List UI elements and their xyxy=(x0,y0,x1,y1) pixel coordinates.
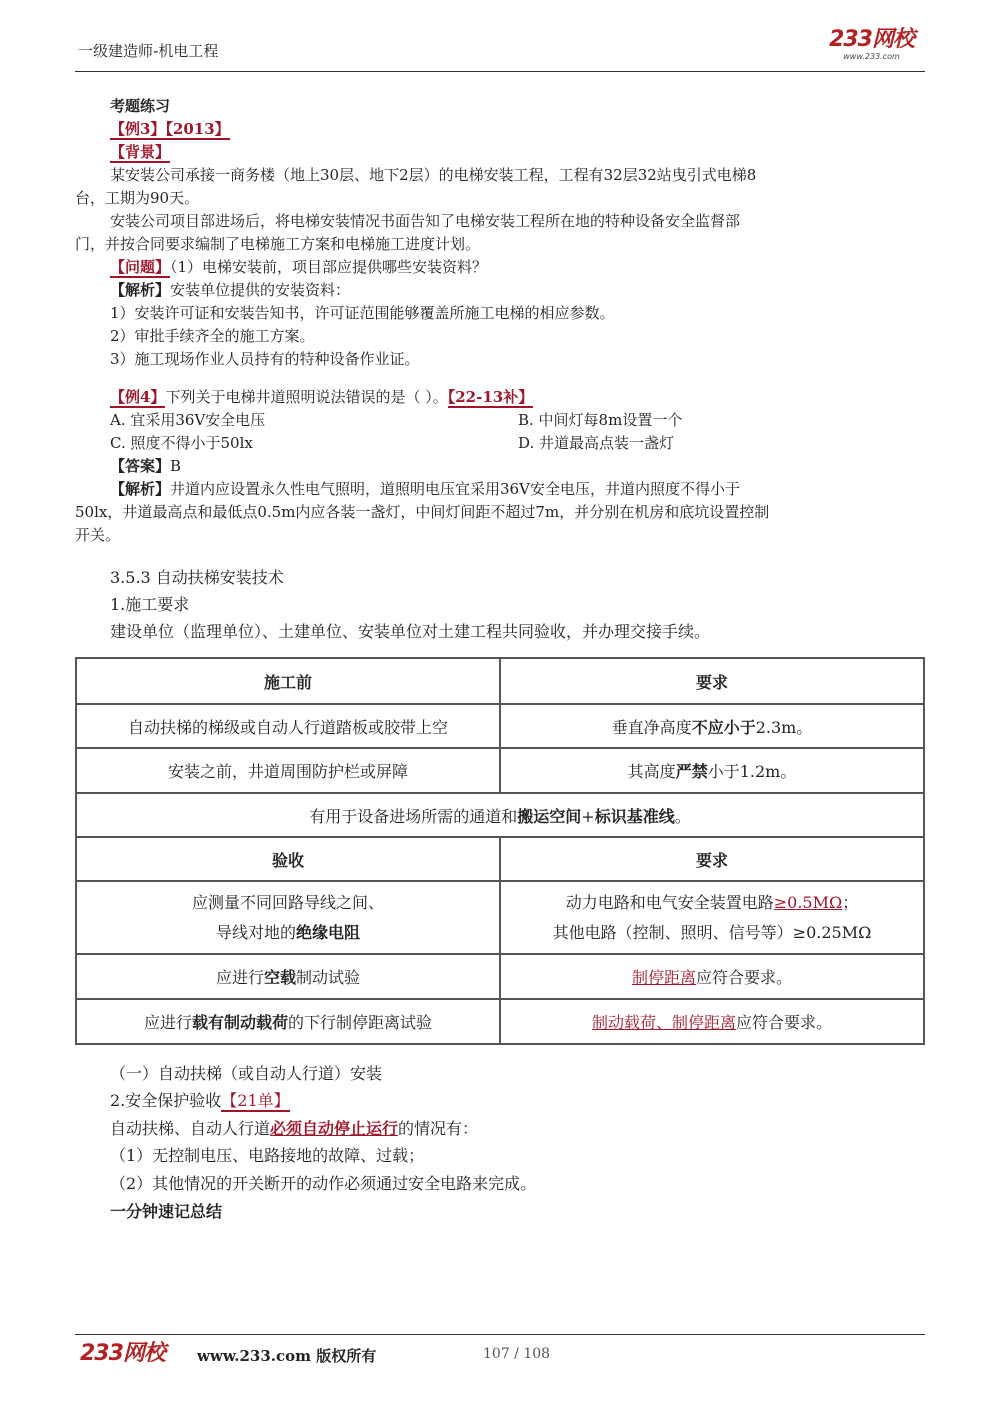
analysis-line: 【解析】安装单位提供的安装资料： xyxy=(110,281,351,299)
table-row xyxy=(76,954,924,999)
table-cell: 动力电路和电气安全装置电路≥0.5MΩ； 其他电路（控制、照明、信号等）≥0.25MΩ xyxy=(500,881,924,954)
table-row xyxy=(76,837,924,881)
logo-url: www.233.com xyxy=(843,52,900,61)
subsection-title: 1.施工要求 xyxy=(110,595,190,614)
subsection-title: 2.安全保护验收【21单】 xyxy=(110,1091,290,1110)
section-heading: 考题练习 xyxy=(110,97,171,115)
table-cell: 有用于设备进场所需的通道和搬运空间+标识基准线。 xyxy=(76,793,924,837)
table-row xyxy=(76,704,924,748)
option-c: C. 照度不得小于50lx xyxy=(110,434,253,452)
summary-heading: 一分钟速记总结 xyxy=(110,1202,223,1221)
doc-title: 一级建造师-机电工程 xyxy=(78,42,219,60)
list-item: 2）审批手续齐全的施工方案。 xyxy=(110,327,315,345)
example-tag: 【例3】【2013】 xyxy=(110,120,230,138)
paragraph: （一）自动扶梯（或自动人行道）安装 xyxy=(110,1064,383,1083)
list-item: （2）其他情况的开关断开的动作必须通过安全电路来完成。 xyxy=(110,1174,537,1193)
list-item: 3）施工现场作业人员持有的特种设备作业证。 xyxy=(110,350,420,368)
option-d: D. 井道最高点装一盏灯 xyxy=(518,434,675,452)
explanation-line: 开关。 xyxy=(75,526,121,544)
table-row xyxy=(76,999,924,1044)
table-cell: 制动载荷、制停距离应符合要求。 xyxy=(500,999,924,1044)
paragraph: 某安装公司承接一商务楼（地上30层、地下2层）的电梯安装工程，工程有32层32站曳引式电梯8 xyxy=(110,166,757,184)
table-cell: 安装之前，井道周围防护栏或屏障 xyxy=(76,748,500,793)
table-row xyxy=(76,881,924,954)
footer-logo: 233网校 xyxy=(80,1341,165,1366)
table-cell: 应进行载有制动载荷的下行制停距离试验 xyxy=(76,999,500,1044)
paragraph: 安装公司项目部进场后，将电梯安装情况书面告知了电梯安装工程所在地的特种设备安全监督部 xyxy=(110,212,741,230)
explanation-line: 50lx，井道最高点和最低点0.5m内应各装一盏灯，中间灯间距不超过7m，并分别在机房和底坑设置控制 xyxy=(75,503,770,521)
explanation-line: 【解析】井道内应设置永久性电气照明，道照明电压宜采用36V安全电压，井道内照度不得小于 xyxy=(110,480,740,498)
table-header: 要求 xyxy=(500,658,924,704)
footer-copyright: www.233.com 版权所有 xyxy=(197,1347,377,1365)
list-item: （1）无控制电压、电路接地的故障、过载； xyxy=(110,1146,425,1165)
example4-line: 【例4】下列关于电梯井道照明说法错误的是（ ）。【22-13补】 xyxy=(110,388,534,406)
list-item: 1）安装许可证和安装告知书，许可证范围能够覆盖所施工电梯的相应参数。 xyxy=(110,304,615,322)
table-cell: 制停距离应符合要求。 xyxy=(500,954,924,999)
table-cell: 自动扶梯的梯级或自动人行道踏板或胶带上空 xyxy=(76,704,500,748)
table-cell: 应进行空载制动试验 xyxy=(76,954,500,999)
question-line: 【问题】（1）电梯安装前，项目部应提供哪些安装资料？ xyxy=(110,258,488,276)
paragraph: 台，工期为90天。 xyxy=(75,189,200,207)
table-row xyxy=(76,793,924,837)
footer-divider xyxy=(75,1334,925,1335)
header-divider xyxy=(75,71,925,72)
logo-text: 233网校 xyxy=(829,27,914,52)
page-number: 107 / 108 xyxy=(483,1346,551,1362)
subsection-title: 3.5.3 自动扶梯安装技术 xyxy=(110,568,284,587)
table-header: 要求 xyxy=(500,837,924,881)
table-header: 施工前 xyxy=(76,658,500,704)
table-row xyxy=(76,748,924,793)
table-cell: 应测量不同回路导线之间、 导线对地的绝缘电阻 xyxy=(76,881,500,954)
table-row xyxy=(76,658,924,704)
table-header: 验收 xyxy=(76,837,500,881)
paragraph: 自动扶梯、自动人行道必须自动停止运行的情况有： xyxy=(110,1119,479,1138)
option-a: A. 宜采用36V安全电压 xyxy=(110,411,266,429)
requirements-table xyxy=(75,657,925,1045)
brand-logo xyxy=(829,28,914,61)
answer-line: 【答案】B xyxy=(110,457,182,475)
paragraph: 门，并按合同要求编制了电梯施工方案和电梯施工进度计划。 xyxy=(75,235,481,253)
table-cell: 其高度严禁小于1.2m。 xyxy=(500,748,924,793)
table-cell: 垂直净高度不应小于2.3m。 xyxy=(500,704,924,748)
paragraph: 建设单位（监理单位）、土建单位、安装单位对土建工程共同验收，并办理交接手续。 xyxy=(110,622,711,641)
background-tag: 【背景】 xyxy=(110,143,171,161)
option-b: B. 中间灯每8m设置一个 xyxy=(518,411,683,429)
